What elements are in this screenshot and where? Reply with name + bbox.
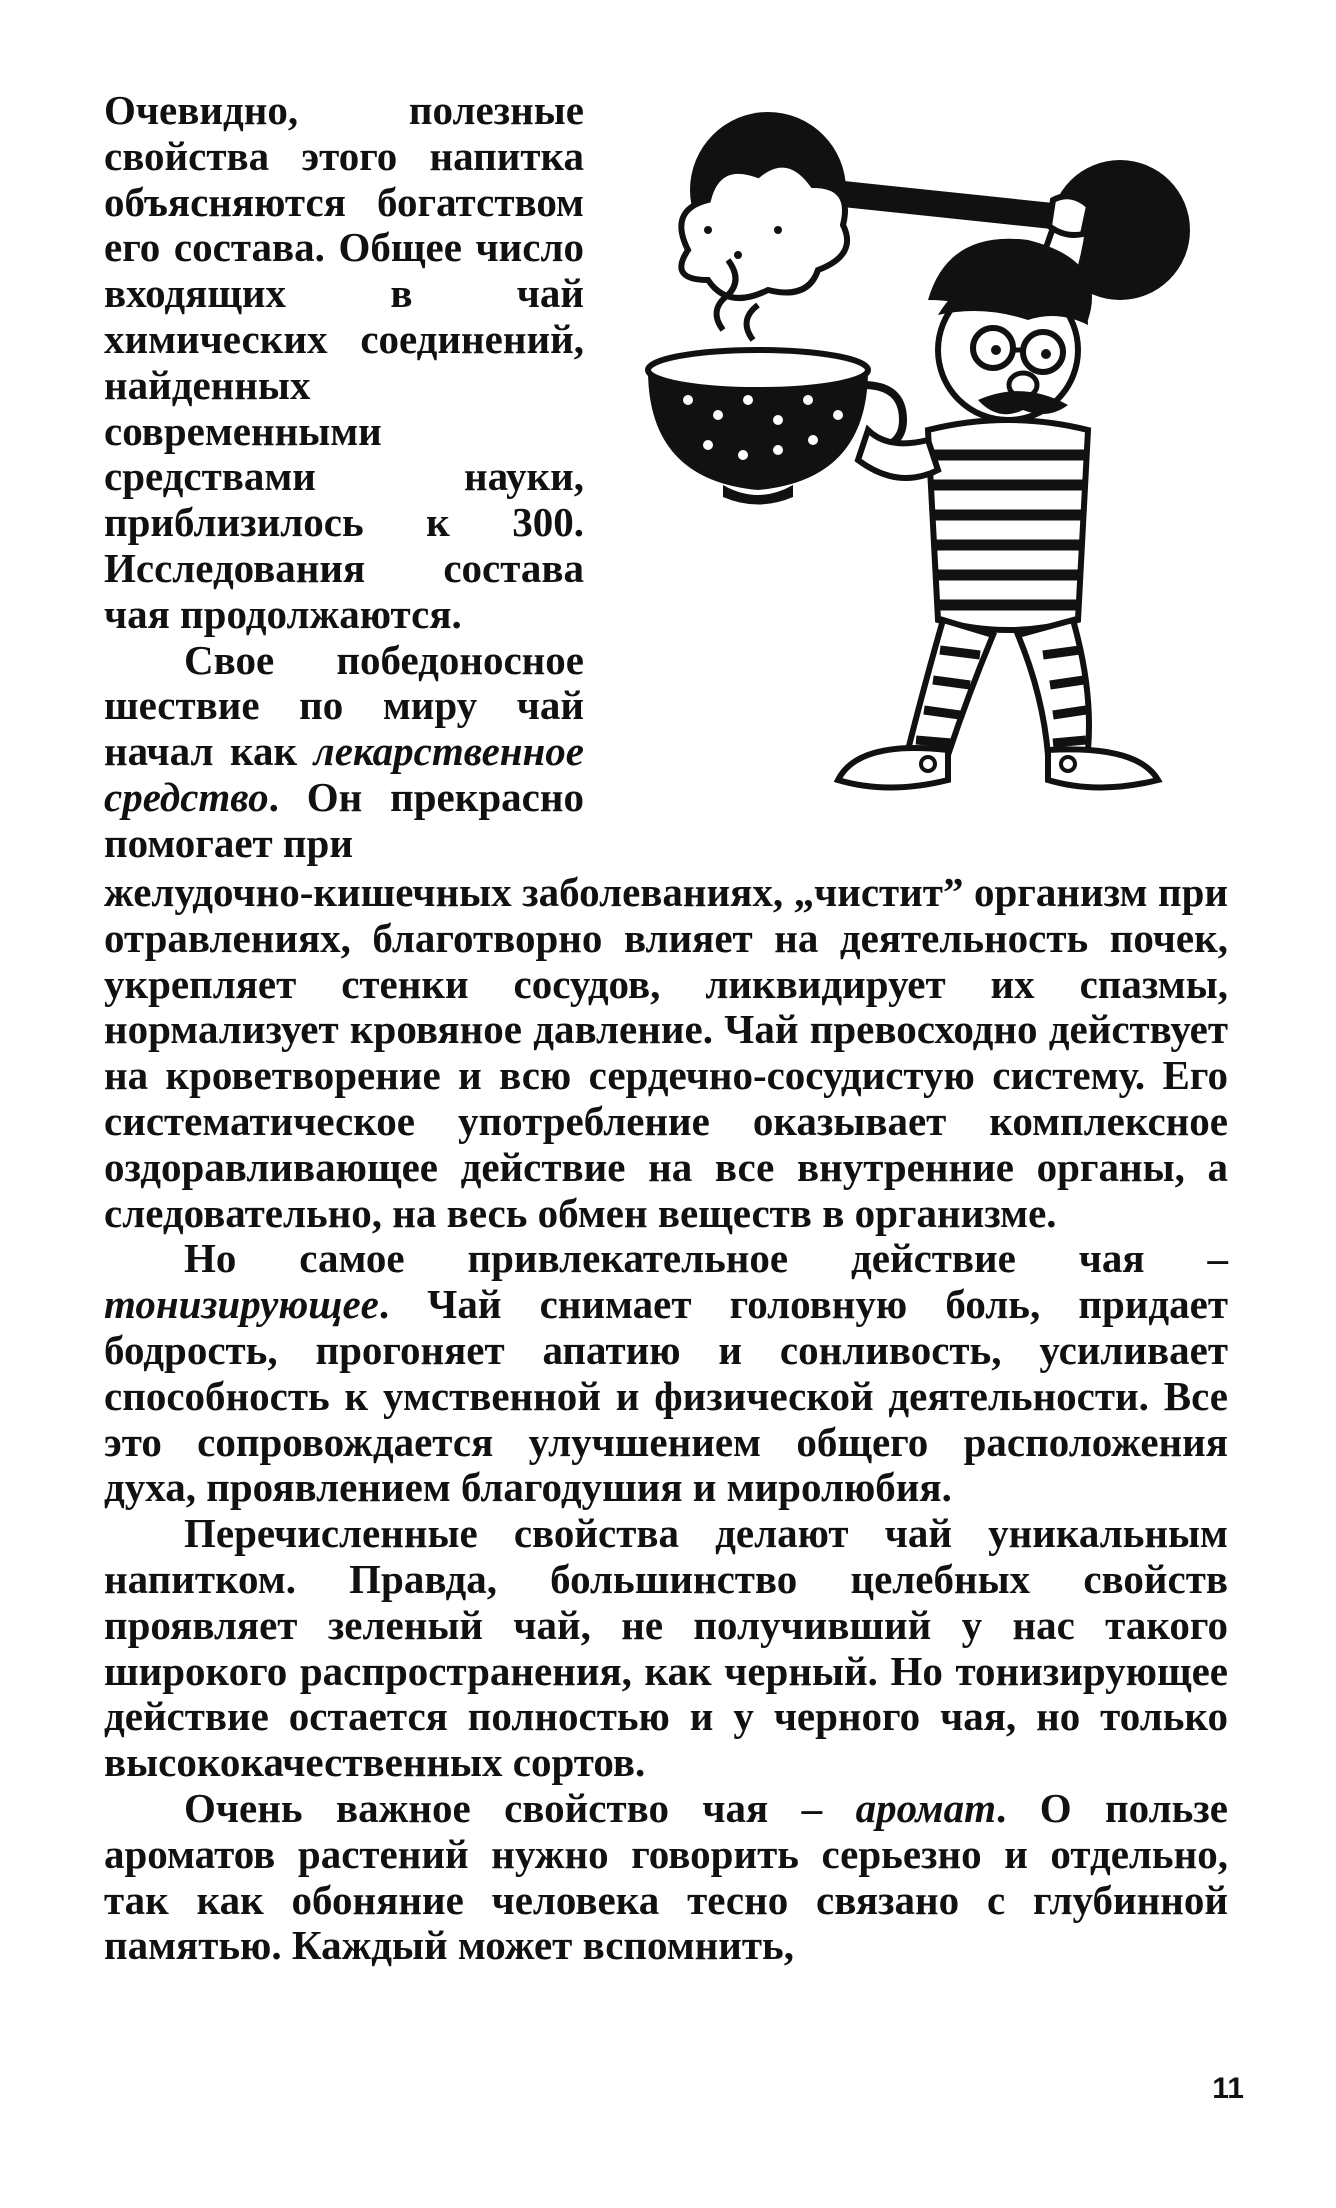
paragraph-5-lead: Очень важное свойство чая – <box>184 1784 856 1831</box>
column-text <box>104 88 584 867</box>
paragraph-1: Очевидно, полезные свойства этого напитка объясняются богатством его состава. Общее число входящих в чай химических соединений, найденных современными средствами науки, приблизилось к 300. Исследования состава чая продолжаются. <box>104 87 584 637</box>
paragraph-2-tail: . Он прекрасно помогает при <box>104 773 584 866</box>
paragraph-2-lead: Свое победоносное шествие по миру чай начал как <box>104 636 584 775</box>
emphasis-tonic: тонизирующее <box>104 1281 379 1328</box>
emphasis-medicine: лекарственное средство <box>104 728 584 820</box>
paragraph-3-rest: . Чай снимает головную боль, придает бодрость, прогоняет апатию и сонливость, усиливает способность к умственной и физической деятельности. Все это сопровождается улучшением общего расположения духа, проявлением благодушия и миролюбия. <box>104 1281 1228 1511</box>
paragraph-5 <box>104 1786 1228 1969</box>
paragraph-5-rest: . О пользе ароматов растений нужно говорить серьезно и отдельно, так как обоняние человека тесно связано с глубинной памятью. Каждый может вспомнить, <box>104 1784 1228 1969</box>
paragraph-4: Перечисленные свойства делают чай уникальным напитком. Правда, большинство целебных свойств проявляет зеленый чай, не получивший у нас такого широкого распространения, как черный. Но тонизирующее действие остается полностью и у черного чая, но только высококачественных сортов. <box>104 1510 1228 1786</box>
paragraph-3 <box>104 1236 1228 1511</box>
emphasis-aroma: аромат <box>855 1784 997 1831</box>
full-width-text <box>104 870 1228 1969</box>
strongman-with-teacup-icon <box>628 100 1268 800</box>
page-number: 11 <box>1212 2072 1244 2105</box>
paragraph-3-lead: Но самое привлекательное действие чая – <box>184 1235 1228 1282</box>
paragraph-2-continued: желудочно-кишечных заболеваниях, „чистит” организм при отравлениях, благотворно влияет на деятельность почек, укрепляет стенки сосудов, ликвидирует их спазмы, нормализует кровяное давление. Чай превосходно действует на кроветворение и всю сердечно-сосудистую систему. Его систематическое употребление оказывает комплексное оздоравливающее действие на все внутренние органы, а следовательно, на весь обмен веществ в организме. <box>104 869 1228 1236</box>
paragraph-2-start <box>104 638 584 867</box>
